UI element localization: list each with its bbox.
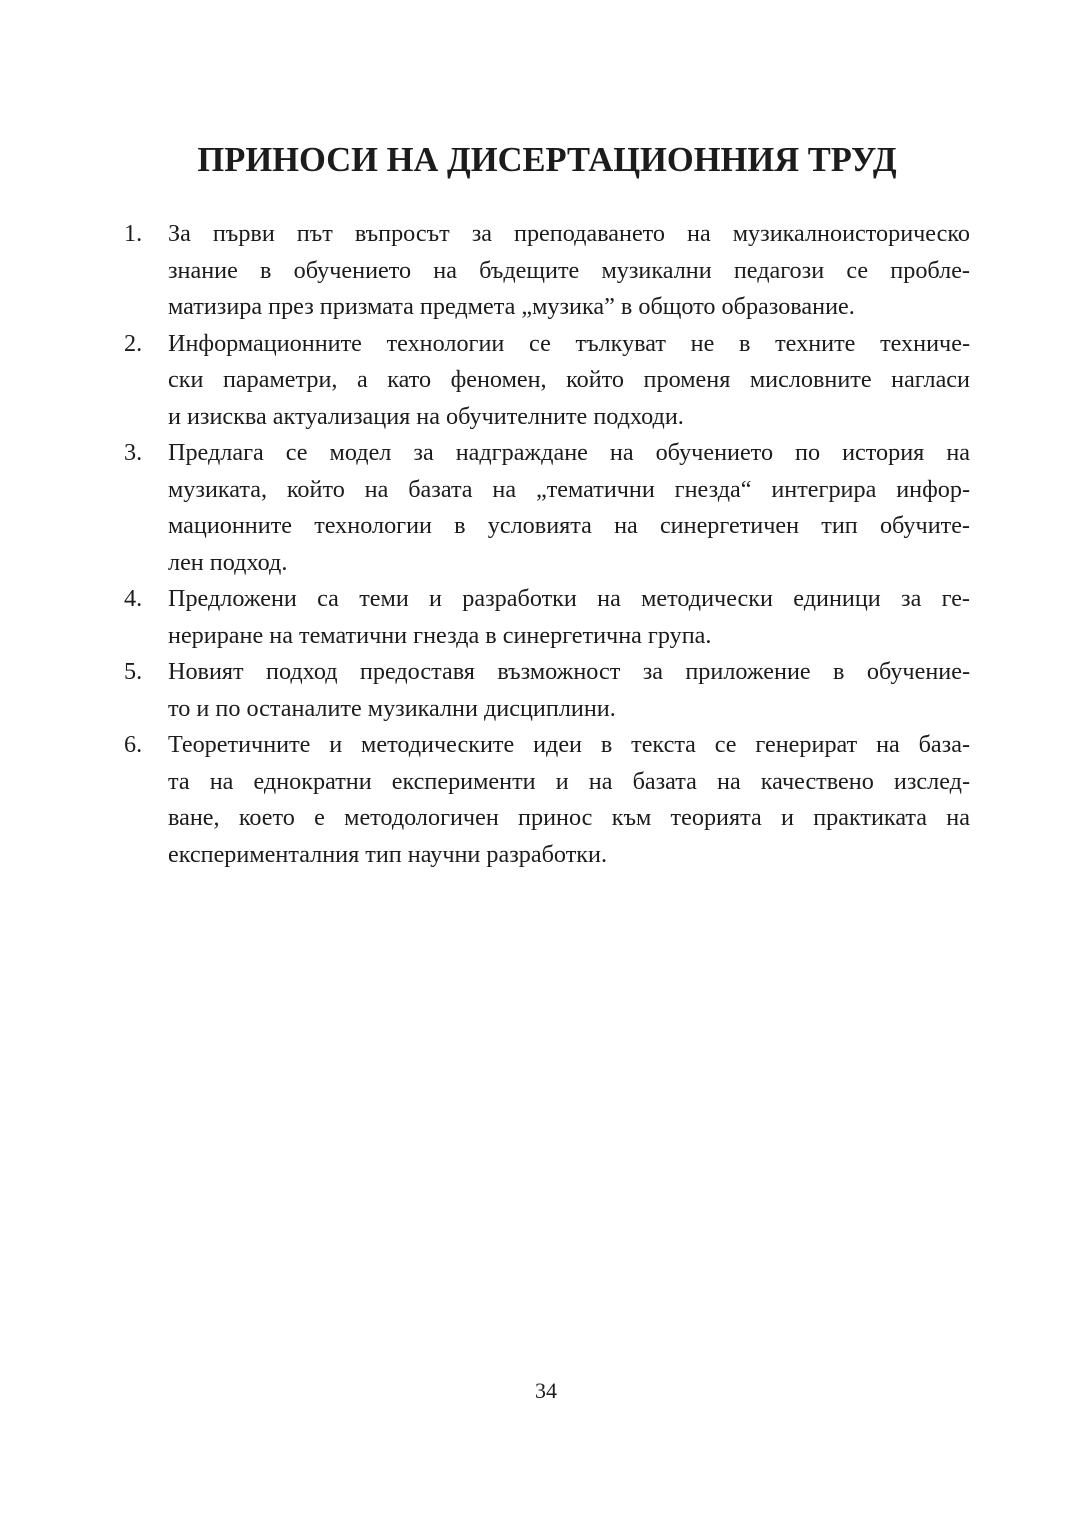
list-item (0, 654, 1080, 727)
list-item-line: Информационните технологии се тълкуват не в техните техниче- (168, 329, 970, 357)
list-item-line: мационните технологии в условията на синергетичен тип обучите- (168, 512, 970, 539)
list-item (0, 435, 1080, 581)
list-item-line: матизира през призмата предмета „музика” в общото образование. (168, 293, 855, 320)
list-item-line: Теоретичните и методическите идеи в текста се генерират на база- (168, 731, 970, 758)
list-item (0, 216, 1080, 326)
list-item-line: Предложени са теми и разработки на методически единици за ге- (168, 585, 970, 612)
list-item-number: 3. (124, 439, 143, 466)
list-item-line: и изисква актуализация на обучителните подходи. (168, 402, 684, 430)
list-item-number: 1. (124, 220, 143, 247)
list-item-number: 2. (124, 329, 143, 357)
list-item-line: Новият подход предоставя възможност за приложение в обучение- (168, 658, 970, 685)
list-item-line: та на еднократни експерименти и на базата на качествено изслед- (168, 767, 970, 795)
list-item-line: ване, което е методологичен принос към теорията и практиката на (168, 804, 970, 831)
list-item-line: лен подход. (168, 548, 288, 576)
page-title: ПРИНОСИ НА ДИСЕРТАЦИОННИЯ ТРУД (197, 141, 897, 179)
list-item-line: знание в обучението на бъдещите музикални педагози се пробле- (168, 256, 970, 284)
list-item-number: 6. (124, 731, 143, 758)
list-item-line: то и по останалите музикални дисциплини. (168, 694, 616, 722)
list-item-number: 5. (124, 658, 143, 685)
list-item (0, 326, 1080, 436)
list-item-line: музиката, който на базата на „тематични гнезда“ интегрира инфор- (168, 475, 970, 503)
list-item (0, 727, 1080, 873)
list-item-line: ски параметри, а като феномен, който променя мисловните нагласи (168, 366, 970, 393)
list-item-line: Предлага се модел за надграждане на обучението по история на (168, 439, 970, 466)
contributions-list (0, 216, 1080, 873)
list-item-number: 4. (124, 585, 143, 612)
list-item-line: експерименталния тип научни разработки. (168, 840, 608, 868)
list-item (0, 581, 1080, 654)
list-item-line: За първи път въпросът за преподаването на музикалноисторическо (168, 220, 970, 247)
list-item-line: нериране на тематични гнезда в синергетична група. (168, 621, 712, 649)
page-number: 34 (535, 1378, 557, 1403)
